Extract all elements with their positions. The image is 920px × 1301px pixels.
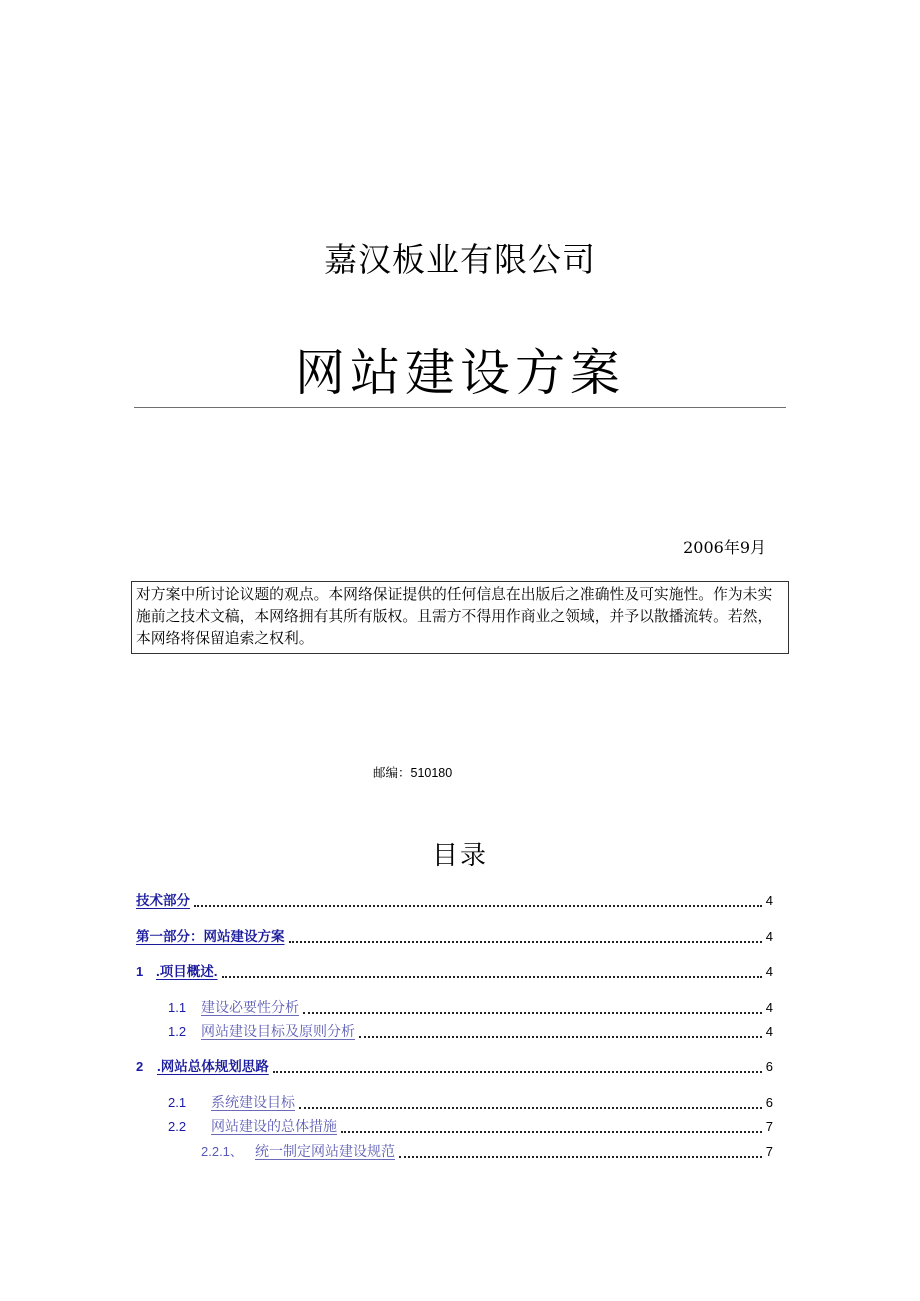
toc-entry-number[interactable]: 2 (136, 1059, 144, 1074)
toc-dot-leader (273, 1070, 762, 1073)
toc-entry-section-2[interactable] (136, 1056, 773, 1078)
toc-entry-number[interactable]: 2.2.1、 (201, 1144, 243, 1159)
toc-dot-leader (359, 1035, 762, 1038)
toc-entry-number[interactable]: 2.1 (168, 1095, 187, 1110)
toc-entry-part-one[interactable] (136, 926, 773, 948)
toc-entry-label[interactable]: 系统建设目标 (211, 1095, 295, 1111)
toc-page-number: 6 (765, 1059, 773, 1074)
document-title: 网站建设方案 (295, 344, 625, 402)
toc-entry-number[interactable]: 2.2 (168, 1119, 187, 1134)
toc-entry-section-1-2[interactable] (168, 1021, 773, 1043)
toc-page-number: 4 (765, 964, 773, 979)
toc-entry-label[interactable]: 第一部分：网站建设方案 (136, 929, 285, 944)
toc-entry-label[interactable]: 网站建设目标及原则分析 (201, 1024, 355, 1040)
toc-dot-leader (194, 904, 762, 907)
toc-entry-label[interactable]: 建设必要性分析 (201, 1000, 299, 1016)
toc-dot-leader (399, 1155, 762, 1158)
toc-entry-section-1-1[interactable] (168, 997, 773, 1019)
toc-entry-label[interactable]: .项目概述. (156, 964, 218, 979)
toc-entry-technical-part[interactable] (136, 890, 773, 912)
toc-entry-label[interactable]: .网站总体规划思路 (157, 1059, 269, 1074)
toc-entry-number[interactable]: 1 (136, 964, 144, 979)
toc-dot-leader (222, 975, 762, 978)
toc-entry-section-2-2[interactable] (168, 1116, 773, 1138)
toc-entry-label[interactable]: 网站建设的总体措施 (211, 1119, 337, 1135)
toc-page-number: 7 (765, 1144, 773, 1159)
company-name: 嘉汉板业有限公司 (324, 240, 596, 279)
toc-entry-label[interactable]: 统一制定网站建设规范 (255, 1144, 395, 1160)
title-divider (134, 407, 786, 408)
toc-entry-section-2-1[interactable] (168, 1092, 773, 1114)
postcode: 邮编：510180 (373, 766, 453, 780)
toc-entry-number[interactable]: 1.1 (168, 1000, 187, 1015)
toc-entry-section-2-2-1[interactable] (201, 1141, 773, 1163)
toc-page-number: 4 (765, 1000, 773, 1015)
toc-page-number: 6 (765, 1095, 773, 1110)
toc-page-number: 7 (765, 1119, 773, 1134)
toc-page-number: 4 (765, 1024, 773, 1039)
toc-dot-leader (299, 1106, 762, 1109)
document-date: 2006年9月 (683, 538, 766, 557)
toc-dot-leader (341, 1130, 762, 1133)
disclaimer-box: 对方案中所讨论议题的观点。本网络保证提供的任何信息在出版后之准确性及可实施性。作为未实施前之技术文稿，本网络拥有其所有版权。且需方不得用作商业之领域，并予以散播流转。若然，本网络将保留追索之权利。 (131, 581, 789, 654)
toc-page-number: 4 (765, 929, 773, 944)
toc-dot-leader (303, 1011, 762, 1014)
toc-dot-leader (289, 940, 762, 943)
toc-entry-label[interactable]: 技术部分 (136, 893, 190, 908)
toc-page-number: 4 (765, 893, 773, 908)
toc-entry-section-1[interactable] (136, 961, 773, 983)
toc-heading: 目录 (431, 841, 488, 871)
toc-entry-number[interactable]: 1.2 (168, 1024, 187, 1039)
